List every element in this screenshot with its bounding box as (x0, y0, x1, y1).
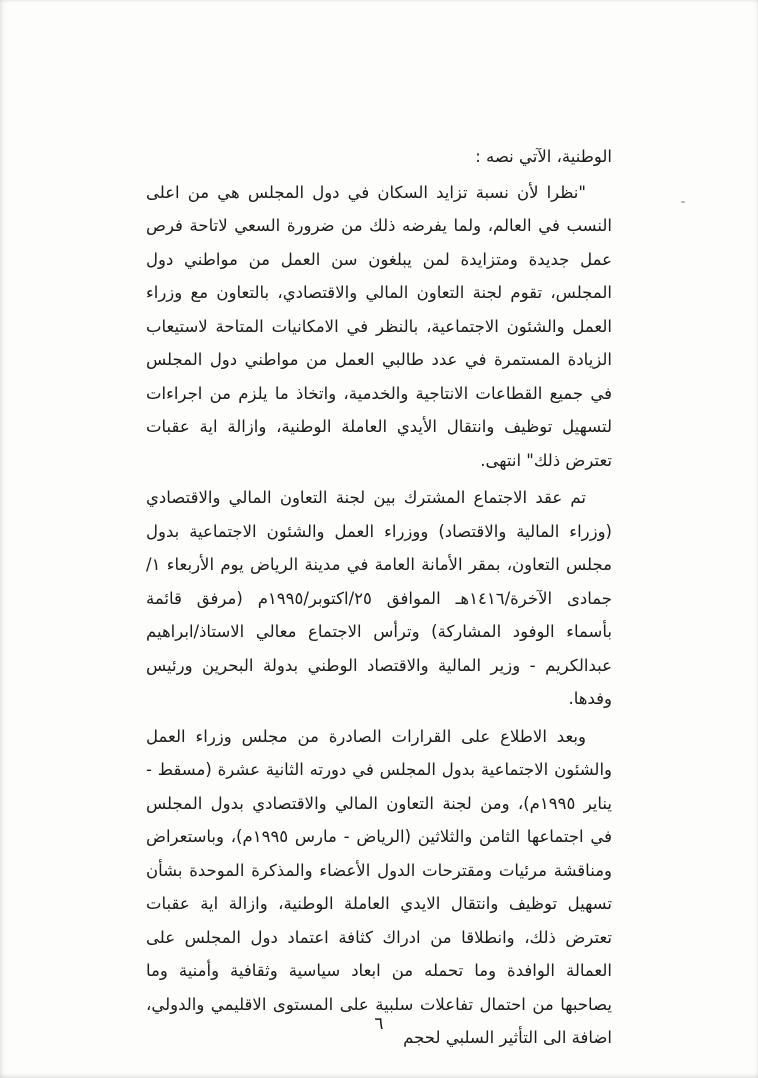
paragraph-quoted-resolution: "نظرا لأن نسبة تزايد السكان في دول المجلس هي من اعلى النسب في العالم، ولما يفرضه ذلك من ضرورة السعي لاتاحة فرص عمل جديدة ومتزايدة لمن يبلغون سن العمل من مواطني دول المجلس، تقوم لجنة التعاون المالي والاقتصادي، بالتعاون مع وزراء العمل والشئون الاجتماعية، بالنظر في الامكانيات المتاحة لاستيعاب الزيادة المستمرة في عدد طالبي العمل من مواطني دول المجلس في جميع القطاعات الانتاجية والخدمية، واتخاذ ما يلزم من اجراءات لتسهيل توظيف وانتقال الأيدي العاملة الوطنية، وازالة اية عقبات تعترض ذلك" انتهى. (146, 182, 612, 470)
document-body (146, 140, 612, 1059)
paragraph-review-decisions: وبعد الاطلاع على القرارات الصادرة من مجلس وزراء العمل والشئون الاجتماعية بدول المجلس في دورته الثانية عشرة (مسقط - يناير ١٩٩٥م)، ومن لجنة التعاون المالي والاقتصادي بدول المجلس في اجتماعها الثامن والثلاثين (الرياض - مارس ١٩٩٥م)، وباستعراض ومناقشة مرئيات ومقترحات الدول الأعضاء والمذكرة الموحدة بشأن تسهيل توظيف وانتقال الايدي العاملة الوطنية، وازالة اية عقبات تعترض ذلك، وانطلاقا من ادراك كثافة اعتماد دول المجلس على العمالة الوافدة وما تحمله من ابعاد سياسية وثقافية وأمنية وما يصاحبها من احتمال تفاعلات سلبية على المستوى الاقليمي والدولي، اضافة الى التأثير السلبي لحجم (146, 726, 612, 1047)
page-number: ٦ (374, 1014, 384, 1034)
scan-artifact-dot (681, 201, 685, 203)
paragraph-joint-meeting: تم عقد الاجتماع المشترك بين لجنة التعاون المالي والاقتصادي (وزراء المالية والاقتصاد) ووزراء العمل والشئون الاجتماعية بدول مجلس التعاون، بمقر الأمانة العامة في مدينة الرياض يوم الأربعاء ١/جمادى الآخرة/١٤١٦هـ الموافق ٢٥/اكتوبر/١٩٩٥م (مرفق قائمة بأسماء الوفود المشاركة) وترأس الاجتماع معالي الاستاذ/ابراهيم عبدالكريم - وزير المالية والاقتصاد الوطني بدولة البحرين ورئيس وفدها. (146, 488, 612, 708)
paragraph-continuation: الوطنية، الآتي نصه : (475, 147, 612, 166)
